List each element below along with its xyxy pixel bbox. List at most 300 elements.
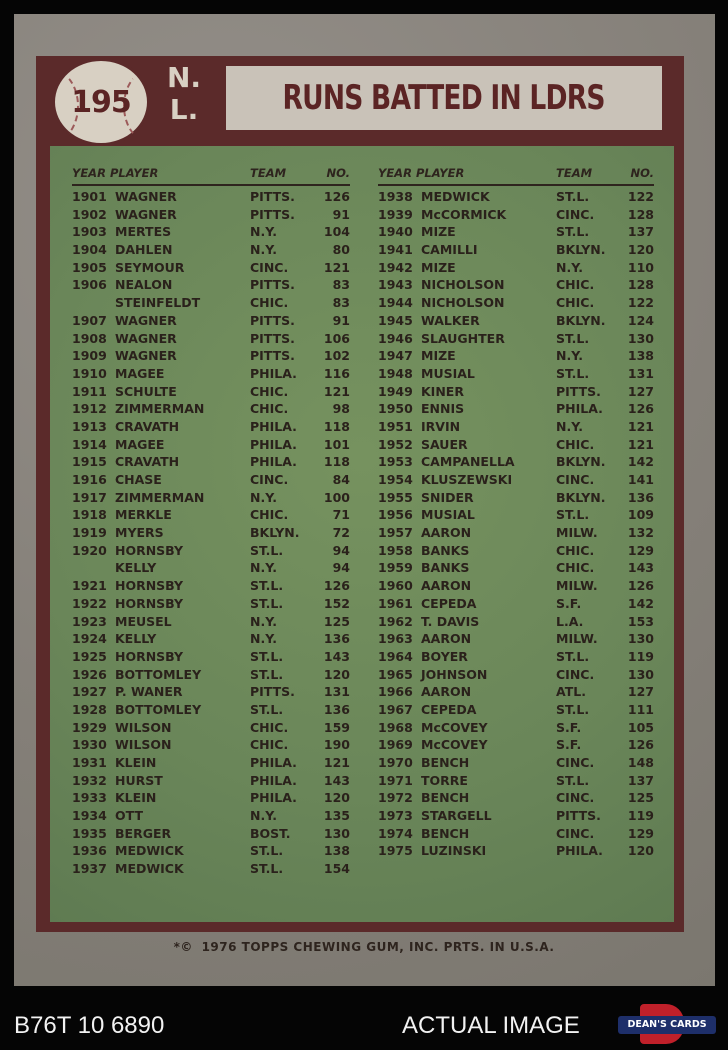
rbi-cell: 143 bbox=[627, 560, 654, 576]
table-row bbox=[378, 507, 654, 525]
table-row bbox=[72, 260, 350, 278]
player-cell: MERKLE bbox=[115, 507, 172, 523]
rbi-cell: 143 bbox=[323, 648, 350, 664]
rbi-cell: 152 bbox=[323, 595, 350, 611]
team-cell: CHIC. bbox=[556, 277, 595, 293]
team-cell: CINC. bbox=[556, 206, 595, 222]
table-row bbox=[72, 684, 350, 702]
year-cell: 1939 bbox=[378, 206, 413, 222]
team-cell: ST.L. bbox=[556, 224, 590, 240]
player-cell: WAGNER bbox=[115, 312, 177, 328]
team-cell: S.F. bbox=[556, 719, 582, 735]
rbi-cell: 80 bbox=[332, 242, 350, 258]
rbi-cell: 136 bbox=[323, 631, 350, 647]
player-cell: KINER bbox=[421, 383, 464, 399]
player-cell: STARGELL bbox=[421, 808, 492, 824]
year-cell: 1959 bbox=[378, 560, 413, 576]
team-cell: ST.L. bbox=[250, 648, 284, 664]
right-column bbox=[378, 166, 654, 861]
table-row bbox=[72, 207, 350, 225]
team-cell: CINC. bbox=[556, 472, 595, 487]
player-cell: AARON bbox=[421, 631, 472, 647]
team-cell: ST.L. bbox=[556, 507, 590, 523]
year-cell: 1942 bbox=[378, 259, 413, 275]
rbi-cell: 127 bbox=[627, 684, 654, 700]
table-row bbox=[378, 224, 654, 242]
player-cell: WILSON bbox=[115, 737, 172, 753]
year-cell: 1974 bbox=[378, 825, 413, 841]
team-cell: CHIC. bbox=[250, 507, 289, 523]
year-cell: 1960 bbox=[378, 578, 413, 594]
player-cell: HORNSBY bbox=[115, 542, 184, 558]
player-cell: MAGEE bbox=[115, 365, 165, 381]
year-cell: 1956 bbox=[378, 507, 413, 523]
player-cell: BANKS bbox=[421, 560, 470, 576]
player-cell: MYERS bbox=[115, 525, 164, 541]
card-number: 195 bbox=[71, 84, 131, 120]
year-cell: 1961 bbox=[378, 595, 413, 611]
rbi-cell: 71 bbox=[332, 507, 350, 523]
table-row bbox=[378, 525, 654, 543]
table-row bbox=[72, 490, 350, 508]
player-cell: AARON bbox=[421, 525, 472, 541]
player-cell: MIZE bbox=[421, 348, 456, 364]
rbi-cell: 142 bbox=[627, 595, 654, 611]
team-cell: ATL. bbox=[556, 684, 586, 700]
player-cell: WAGNER bbox=[115, 330, 177, 346]
year-cell: 1917 bbox=[72, 489, 107, 505]
league-label bbox=[152, 62, 216, 134]
year-cell: 1921 bbox=[72, 578, 107, 594]
year-cell: 1927 bbox=[72, 684, 107, 700]
cert-id: B76T 10 6890 bbox=[14, 1012, 165, 1039]
team-cell: L.A. bbox=[556, 613, 584, 629]
rbi-cell: 128 bbox=[627, 277, 654, 293]
team-cell: N.Y. bbox=[250, 224, 277, 240]
player-cell: KELLY bbox=[115, 631, 157, 647]
year-cell: 1946 bbox=[378, 330, 413, 346]
team-cell: BKLYN. bbox=[250, 525, 300, 541]
team-cell: CHIC. bbox=[250, 719, 289, 735]
rbi-cell: 91 bbox=[332, 206, 350, 222]
table-row bbox=[378, 401, 654, 419]
team-cell: BKLYN. bbox=[556, 242, 606, 258]
rbi-cell: 132 bbox=[627, 525, 654, 541]
rbi-cell: 136 bbox=[323, 701, 350, 717]
player-cell: NICHOLSON bbox=[421, 295, 505, 311]
year-cell: 1969 bbox=[378, 737, 413, 753]
year-cell: 1914 bbox=[72, 436, 107, 452]
year-cell: 1965 bbox=[378, 666, 413, 682]
team-cell: MILW. bbox=[556, 631, 598, 647]
year-cell: 1933 bbox=[72, 790, 107, 806]
player-cell: MEDWICK bbox=[115, 861, 184, 877]
table-row bbox=[378, 260, 654, 278]
player-cell: WAGNER bbox=[115, 348, 177, 364]
table-row bbox=[72, 631, 350, 649]
table-row bbox=[378, 472, 654, 490]
actual-image-label: ACTUAL IMAGE bbox=[402, 1012, 580, 1039]
player-cell: MEUSEL bbox=[115, 613, 172, 629]
team-cell: BKLYN. bbox=[556, 489, 606, 505]
team-cell: BKLYN. bbox=[556, 312, 606, 328]
team-cell: ST.L. bbox=[250, 595, 284, 611]
table-row bbox=[72, 596, 350, 614]
right-rows bbox=[378, 189, 654, 861]
player-cell: SLAUGHTER bbox=[421, 330, 505, 346]
rbi-cell: 138 bbox=[627, 348, 654, 364]
team-cell: PHILA. bbox=[250, 454, 297, 470]
rbi-cell: 120 bbox=[323, 666, 350, 682]
player-cell: MEDWICK bbox=[115, 843, 184, 859]
rbi-cell: 122 bbox=[627, 295, 654, 311]
copyright-symbols: *© bbox=[173, 940, 193, 954]
team-cell: ST.L. bbox=[250, 542, 284, 558]
team-cell: PHILA. bbox=[250, 755, 297, 770]
team-cell: CINC. bbox=[556, 790, 595, 806]
team-cell: MILW. bbox=[556, 525, 598, 541]
rbi-cell: 154 bbox=[323, 861, 350, 877]
table-row bbox=[72, 437, 350, 455]
rbi-cell: 124 bbox=[627, 312, 654, 328]
league-line-1: N. bbox=[166, 61, 202, 94]
year-cell: 1926 bbox=[72, 666, 107, 682]
team-cell: CINC. bbox=[556, 666, 595, 682]
player-cell: BOTTOMLEY bbox=[115, 666, 202, 682]
player-cell: McCORMICK bbox=[421, 206, 507, 222]
year-player-header: YEAR PLAYER bbox=[378, 166, 465, 180]
rbi-cell: 143 bbox=[323, 772, 350, 788]
player-cell: HORNSBY bbox=[115, 595, 184, 611]
team-cell: ST.L. bbox=[250, 666, 284, 682]
year-cell: 1966 bbox=[378, 684, 413, 700]
table-row bbox=[72, 224, 350, 242]
rbi-cell: 126 bbox=[627, 401, 654, 417]
team-cell: ST.L. bbox=[250, 861, 284, 877]
rbi-cell: 141 bbox=[627, 472, 654, 487]
rbi-cell: 130 bbox=[323, 825, 350, 841]
player-cell: BENCH bbox=[421, 755, 470, 770]
year-cell: 1972 bbox=[378, 790, 413, 806]
table-row bbox=[378, 755, 654, 773]
year-cell: 1902 bbox=[72, 206, 107, 222]
no-header: NO. bbox=[326, 166, 350, 180]
year-cell: 1964 bbox=[378, 648, 413, 664]
rbi-cell: 130 bbox=[627, 666, 654, 682]
baseball-icon bbox=[52, 58, 150, 146]
rbi-cell: 94 bbox=[332, 542, 350, 558]
rbi-cell: 131 bbox=[627, 365, 654, 381]
rbi-cell: 129 bbox=[627, 542, 654, 558]
table-row bbox=[378, 437, 654, 455]
player-cell: KLEIN bbox=[115, 790, 157, 806]
table-row bbox=[378, 313, 654, 331]
player-cell: MIZE bbox=[421, 259, 456, 275]
player-cell: CAMPANELLA bbox=[421, 454, 515, 470]
player-cell: JOHNSON bbox=[421, 666, 488, 682]
team-cell: N.Y. bbox=[250, 489, 277, 505]
team-cell: PITTS. bbox=[250, 330, 295, 346]
rbi-cell: 126 bbox=[627, 737, 654, 753]
player-cell: MAGEE bbox=[115, 436, 165, 452]
team-cell: S.F. bbox=[556, 737, 582, 753]
left-rows bbox=[72, 189, 350, 879]
rbi-cell: 130 bbox=[627, 330, 654, 346]
table-row bbox=[72, 543, 350, 561]
table-row bbox=[72, 649, 350, 667]
rbi-cell: 148 bbox=[627, 755, 654, 770]
player-cell: T. DAVIS bbox=[421, 613, 480, 629]
player-cell: SAUER bbox=[421, 436, 468, 452]
table-row bbox=[378, 826, 654, 844]
player-cell: LUZINSKI bbox=[421, 843, 487, 859]
rbi-cell: 116 bbox=[323, 365, 350, 381]
rbi-cell: 125 bbox=[323, 613, 350, 629]
year-cell: 1968 bbox=[378, 719, 413, 735]
year-cell: 1963 bbox=[378, 631, 413, 647]
rbi-cell: 83 bbox=[332, 277, 350, 293]
team-cell: N.Y. bbox=[556, 418, 583, 434]
team-cell: CHIC. bbox=[556, 542, 595, 558]
year-cell: 1973 bbox=[378, 808, 413, 824]
player-cell: ZIMMERMAN bbox=[115, 401, 205, 417]
team-cell: N.Y. bbox=[556, 348, 583, 364]
year-cell: 1967 bbox=[378, 701, 413, 717]
table-row bbox=[72, 348, 350, 366]
year-cell: 1937 bbox=[72, 861, 107, 877]
table-row bbox=[378, 667, 654, 685]
rbi-cell: 125 bbox=[627, 790, 654, 806]
rbi-cell: 102 bbox=[323, 348, 350, 364]
table-row bbox=[378, 189, 654, 207]
team-cell: PHILA. bbox=[250, 436, 297, 452]
team-cell: N.Y. bbox=[250, 242, 277, 258]
table-row bbox=[72, 313, 350, 331]
team-cell: PITTS. bbox=[250, 189, 295, 204]
table-row bbox=[378, 454, 654, 472]
table-row bbox=[378, 207, 654, 225]
card-title: RUNS BATTED IN LDRS bbox=[282, 78, 606, 118]
player-cell: ENNIS bbox=[421, 401, 465, 417]
player-cell: AARON bbox=[421, 684, 472, 700]
rbi-cell: 127 bbox=[627, 383, 654, 399]
rbi-cell: 122 bbox=[627, 189, 654, 204]
table-row bbox=[72, 560, 350, 578]
player-cell: KLUSZEWSKI bbox=[421, 472, 513, 487]
table-row bbox=[378, 366, 654, 384]
rbi-cell: 83 bbox=[332, 295, 350, 311]
rbi-cell: 153 bbox=[627, 613, 654, 629]
team-cell: ST.L. bbox=[250, 701, 284, 717]
table-row bbox=[378, 242, 654, 260]
year-cell: 1948 bbox=[378, 365, 413, 381]
year-cell: 1938 bbox=[378, 189, 413, 204]
team-cell: ST.L. bbox=[556, 330, 590, 346]
copyright-text: 1976 TOPPS CHEWING GUM, INC. PRTS. IN U.S.A. bbox=[201, 940, 555, 954]
table-row bbox=[72, 614, 350, 632]
year-cell: 1922 bbox=[72, 595, 107, 611]
year-cell: 1907 bbox=[72, 312, 107, 328]
table-row bbox=[72, 189, 350, 207]
table-row bbox=[72, 702, 350, 720]
year-cell: 1910 bbox=[72, 365, 107, 381]
year-cell: 1954 bbox=[378, 472, 413, 487]
year-cell: 1915 bbox=[72, 454, 107, 470]
table-row bbox=[72, 242, 350, 260]
table-row bbox=[72, 454, 350, 472]
team-cell: ST.L. bbox=[556, 189, 590, 204]
rbi-cell: 121 bbox=[323, 259, 350, 275]
rbi-cell: 105 bbox=[627, 719, 654, 735]
year-cell: 1911 bbox=[72, 383, 107, 399]
team-cell: ST.L. bbox=[250, 843, 284, 859]
year-cell: 1971 bbox=[378, 772, 413, 788]
team-cell: CHIC. bbox=[250, 383, 289, 399]
player-cell: HORNSBY bbox=[115, 648, 184, 664]
rbi-cell: 120 bbox=[323, 790, 350, 806]
year-cell: 1929 bbox=[72, 719, 107, 735]
rbi-cell: 72 bbox=[332, 525, 350, 541]
rbi-cell: 135 bbox=[323, 808, 350, 824]
copyright-line bbox=[0, 940, 728, 954]
table-row bbox=[72, 578, 350, 596]
year-cell: 1941 bbox=[378, 242, 413, 258]
rbi-cell: 106 bbox=[323, 330, 350, 346]
table-row bbox=[378, 295, 654, 313]
player-cell: HORNSBY bbox=[115, 578, 184, 594]
player-cell: MERTES bbox=[115, 224, 172, 240]
rbi-cell: 121 bbox=[627, 418, 654, 434]
rbi-cell: 136 bbox=[627, 489, 654, 505]
team-cell: ST.L. bbox=[556, 648, 590, 664]
player-cell: MUSIAL bbox=[421, 365, 475, 381]
year-player-header: YEAR PLAYER bbox=[72, 166, 159, 180]
table-row bbox=[378, 773, 654, 791]
team-cell: PITTS. bbox=[250, 684, 295, 700]
table-row bbox=[72, 843, 350, 861]
team-cell: CHIC. bbox=[250, 737, 289, 753]
year-cell: 1924 bbox=[72, 631, 107, 647]
player-cell: McCOVEY bbox=[421, 719, 488, 735]
player-cell: BERGER bbox=[115, 825, 172, 841]
team-cell: CINC. bbox=[556, 825, 595, 841]
table-row bbox=[72, 790, 350, 808]
rbi-cell: 126 bbox=[323, 578, 350, 594]
rbi-cell: 120 bbox=[627, 242, 654, 258]
team-cell: CHIC. bbox=[556, 295, 595, 311]
player-cell: HURST bbox=[115, 772, 163, 788]
year-cell: 1901 bbox=[72, 189, 107, 204]
rbi-cell: 111 bbox=[627, 701, 654, 717]
year-cell: 1947 bbox=[378, 348, 413, 364]
table-row bbox=[72, 384, 350, 402]
player-cell: BENCH bbox=[421, 790, 470, 806]
table-row bbox=[378, 277, 654, 295]
player-cell: BOTTOMLEY bbox=[115, 701, 202, 717]
rbi-cell: 129 bbox=[627, 825, 654, 841]
table-row bbox=[378, 419, 654, 437]
year-cell: 1962 bbox=[378, 613, 413, 629]
team-cell: PITTS. bbox=[556, 383, 601, 399]
year-cell: 1943 bbox=[378, 277, 413, 293]
year-cell: 1923 bbox=[72, 613, 107, 629]
player-cell: MUSIAL bbox=[421, 507, 475, 523]
player-cell: OTT bbox=[115, 808, 143, 824]
rbi-cell: 138 bbox=[323, 843, 350, 859]
table-row bbox=[378, 348, 654, 366]
table-row bbox=[72, 419, 350, 437]
team-cell: N.Y. bbox=[250, 560, 277, 576]
rbi-cell: 120 bbox=[627, 843, 654, 859]
team-cell: ST.L. bbox=[250, 578, 284, 594]
table-row bbox=[378, 631, 654, 649]
team-cell: N.Y. bbox=[250, 613, 277, 629]
team-cell: PITTS. bbox=[556, 808, 601, 824]
table-row bbox=[72, 331, 350, 349]
player-cell: SCHULTE bbox=[115, 383, 177, 399]
team-cell: PHILA. bbox=[556, 401, 603, 417]
rbi-cell: 101 bbox=[323, 436, 350, 452]
year-cell: 1950 bbox=[378, 401, 413, 417]
table-row bbox=[378, 560, 654, 578]
table-row bbox=[72, 295, 350, 313]
year-cell: 1932 bbox=[72, 772, 107, 788]
team-cell: CINC. bbox=[556, 755, 595, 770]
table-row bbox=[378, 808, 654, 826]
year-cell: 1952 bbox=[378, 436, 413, 452]
year-cell: 1909 bbox=[72, 348, 107, 364]
player-cell: P. WANER bbox=[115, 684, 183, 700]
year-cell: 1913 bbox=[72, 418, 107, 434]
year-cell: 1919 bbox=[72, 525, 107, 541]
table-row bbox=[72, 808, 350, 826]
rbi-cell: 121 bbox=[323, 383, 350, 399]
table-row bbox=[378, 702, 654, 720]
year-cell: 1935 bbox=[72, 825, 107, 841]
rbi-cell: 126 bbox=[627, 578, 654, 594]
rbi-cell: 100 bbox=[323, 489, 350, 505]
team-header: TEAM bbox=[556, 166, 593, 180]
year-cell: 1918 bbox=[72, 507, 107, 523]
player-cell: MIZE bbox=[421, 224, 456, 240]
year-cell: 1957 bbox=[378, 525, 413, 541]
year-cell: 1970 bbox=[378, 755, 413, 770]
year-cell: 1940 bbox=[378, 224, 413, 240]
team-cell: PHILA. bbox=[250, 365, 297, 381]
rbi-cell: 137 bbox=[627, 224, 654, 240]
table-row bbox=[72, 525, 350, 543]
rbi-cell: 84 bbox=[332, 472, 350, 487]
rbi-cell: 98 bbox=[332, 401, 350, 417]
table-row bbox=[378, 578, 654, 596]
table-row bbox=[378, 490, 654, 508]
year-cell: 1903 bbox=[72, 224, 107, 240]
team-cell: CHIC. bbox=[250, 401, 289, 417]
year-cell: 1904 bbox=[72, 242, 107, 258]
player-cell: TORRE bbox=[421, 772, 468, 788]
player-cell: BANKS bbox=[421, 542, 470, 558]
logo-text: DEAN'S CARDS bbox=[618, 1016, 716, 1034]
table-row bbox=[72, 720, 350, 738]
team-cell: S.F. bbox=[556, 595, 582, 611]
year-cell: 1931 bbox=[72, 755, 107, 770]
year-cell: 1908 bbox=[72, 330, 107, 346]
player-cell: WILSON bbox=[115, 719, 172, 735]
team-cell: PITTS. bbox=[250, 206, 295, 222]
player-cell: DAHLEN bbox=[115, 242, 173, 258]
rbi-cell: 130 bbox=[627, 631, 654, 647]
year-cell: 1945 bbox=[378, 312, 413, 328]
